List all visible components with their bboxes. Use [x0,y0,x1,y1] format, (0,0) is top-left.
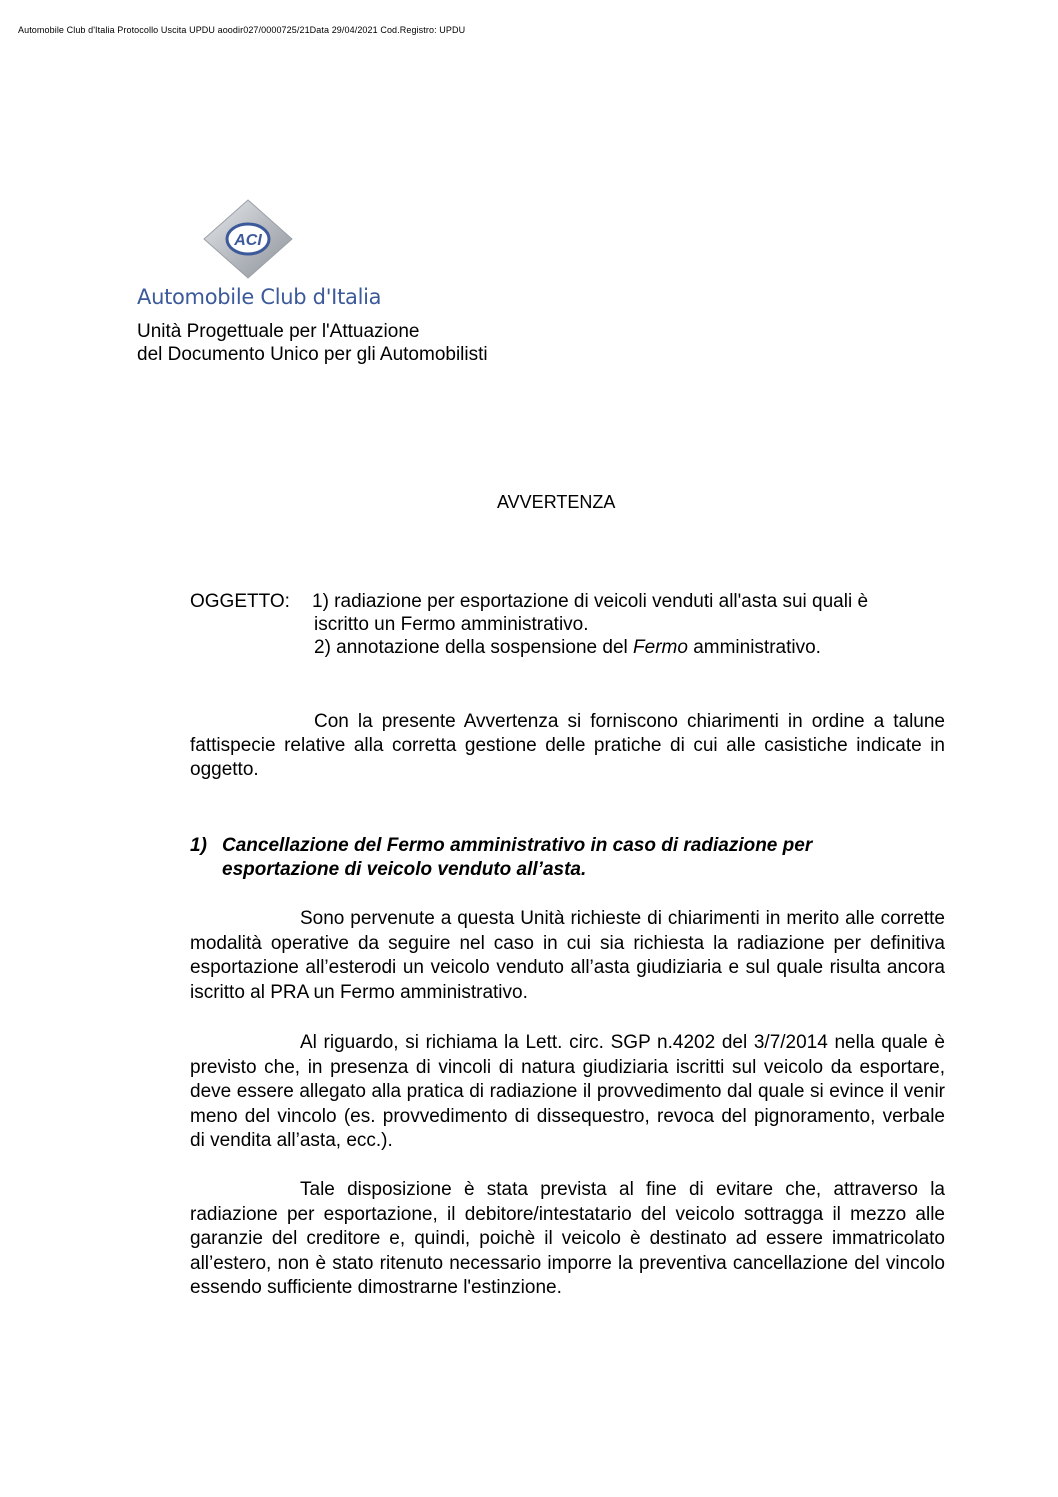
body-paragraph-3 [190,1178,945,1301]
body-paragraph-1 [190,907,945,1005]
section-1-title-line-2: esportazione di veicolo venduto all’asta. [222,859,587,880]
document-title: AVVERTENZA [497,492,616,512]
organization-name: Automobile Club d'Italia [137,285,382,309]
subject-item-2 [190,636,950,659]
unit-name [137,320,488,366]
section-1-heading [190,834,945,882]
protocol-stamp: Automobile Club d'Italia Protocollo Uscita UPDU aoodir027/0000725/21Data 29/04/2021 Cod.Registro: UPDU [18,25,466,35]
aci-logo-icon [200,198,296,280]
intro-paragraph [190,710,945,782]
aci-logo [200,198,296,280]
section-1-number: 1) [190,835,207,856]
subject-item-2-suffix: amministrativo. [687,637,821,658]
unit-line-1: Unità Progettuale per l'Attuazione [137,321,420,342]
unit-line-2: del Documento Unico per gli Automobilisti [137,344,488,365]
subject-label: OGGETTO: [190,591,290,612]
logo-text: ACI [234,232,262,249]
intro-text: Con la presente Avvertenza si forniscono chiarimenti in ordine a talune fattispecie relative alla corretta gestione delle pratiche di cui alle casistiche indicate in oggetto. [190,711,945,780]
paragraph-text: Al riguardo, si richiama la Lett. circ. SGP n.4202 del 3/7/2014 nella quale è previsto che, in presenza di vincoli di natura giudiziaria iscritti sul veicolo da esportare, deve essere allegato alla pratica di radiazione il provvedimento dal quale si evince il venir meno del vincolo (es. provvedimento di dissequestro, revoca del pignoramento, verbale di vendita all’asta, ecc.). [190,1032,945,1151]
subject-item-2-prefix: 2) annotazione della sospensione del [314,637,634,658]
paragraph-text: Tale disposizione è stata prevista al fine di evitare che, attraverso la radiazione per esportazione, il debitore/intestatario del veicolo sottragga il mezzo alle garanzie del creditore e, quindi, poichè il veicolo è destinato ad essere immatricolato all’estero, non è stato ritenuto necessario imporre la preventiva cancellazione del vincolo essendo sufficiente dimostrarne l'estinzione. [190,1179,945,1298]
subject-item-1-line-1: 1) radiazione per esportazione di veicoli venduti all'asta sui quali è [312,591,869,612]
section-1-title-line-1: Cancellazione del Fermo amministrativo in caso di radiazione per [222,835,813,856]
subject-block [190,590,950,659]
subject-item-2-italic: Fermo [633,637,688,658]
paragraph-text: Sono pervenute a questa Unità richieste di chiarimenti in merito alle corrette modalità operative da seguire nel caso in cui sia richiesta la radiazione per definitiva esportazione all’esterodi un veicolo venduto all’asta giudiziaria e sul quale risulta ancora iscritto al PRA un Fermo amministrativo. [190,908,945,1003]
subject-item-1-line-2: iscritto un Fermo amministrativo. [314,614,589,635]
body-paragraph-2 [190,1031,945,1154]
